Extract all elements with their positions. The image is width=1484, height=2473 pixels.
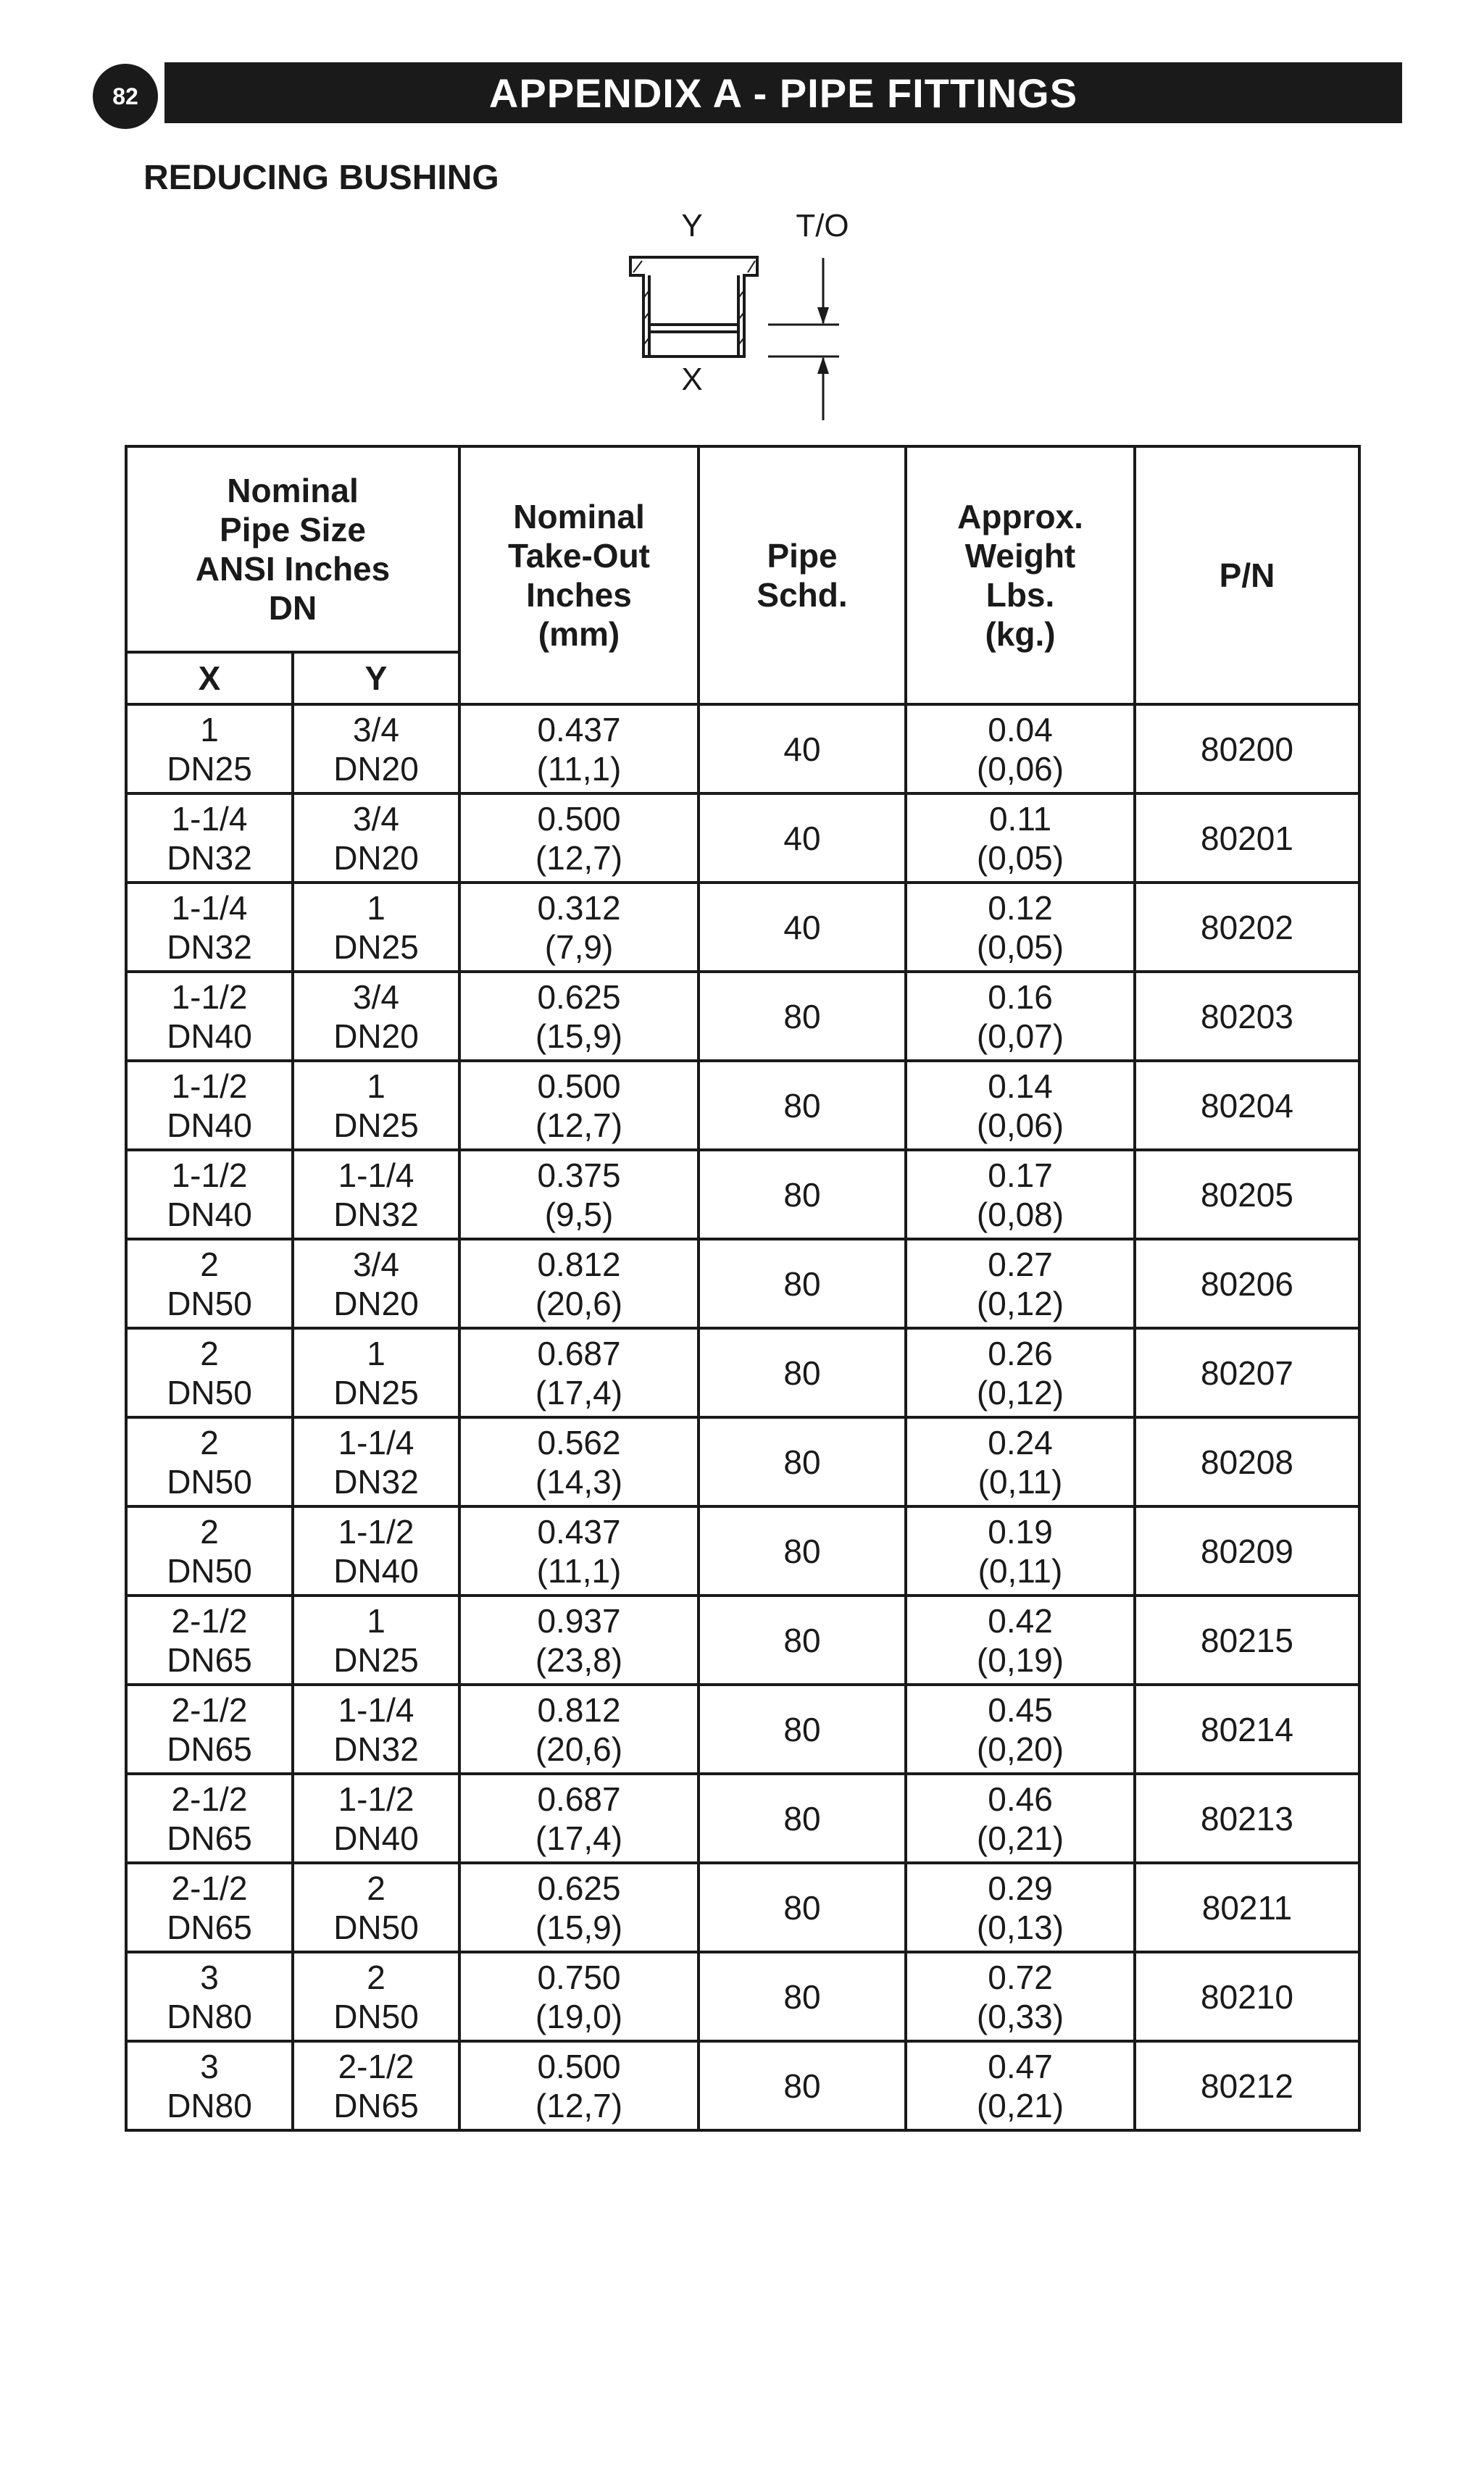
cell-weight — [906, 2041, 1135, 2130]
cell-y-line: DN32 — [333, 1462, 419, 1501]
table-row — [126, 1685, 1359, 1774]
section-title: REDUCING BUSHING — [143, 159, 499, 197]
table-row — [126, 1061, 1359, 1150]
table-row — [126, 1863, 1359, 1952]
cell-takeout — [459, 883, 699, 972]
cell-takeout — [459, 1774, 699, 1863]
reducing-bushing-table — [125, 445, 1361, 2132]
cell-y-line: DN32 — [333, 1195, 419, 1233]
cell-takeout — [459, 1596, 699, 1685]
cell-weight — [906, 972, 1135, 1061]
cell-takeout — [459, 2041, 699, 2130]
cell-x-line: DN65 — [167, 1730, 252, 1768]
cell-weight — [906, 1328, 1135, 1417]
cell-x-line: 3 — [200, 2047, 219, 2085]
cell-takeout — [459, 704, 699, 793]
cell-y-line: 3/4 — [353, 977, 399, 1016]
cell-x — [126, 972, 293, 1061]
cell-x-line: 2-1/2 — [171, 1601, 248, 1640]
cell-x-line: DN25 — [167, 749, 252, 788]
cell-x-line: 2 — [200, 1512, 219, 1551]
cell-takeout — [459, 1952, 699, 2041]
cell-x-line: DN50 — [167, 1373, 252, 1411]
cell-takeout-line: 0.500 — [537, 2047, 621, 2085]
table-row — [126, 793, 1359, 883]
table-row — [126, 704, 1359, 793]
cell-y — [293, 883, 459, 972]
cell-takeout — [459, 793, 699, 883]
cell-y-line: DN50 — [333, 1997, 419, 2035]
cell-weight — [906, 883, 1135, 972]
cell-x-line: 2 — [200, 1245, 219, 1283]
cell-schedule: 80 — [699, 1952, 906, 2041]
cell-weight — [906, 1417, 1135, 1506]
cell-weight-line: 0.29 — [988, 1869, 1053, 1907]
cell-part-number: 80213 — [1135, 1774, 1359, 1863]
page-number: 82 — [93, 64, 158, 129]
cell-x-line: DN65 — [167, 1640, 252, 1679]
cell-takeout-line: 0.687 — [537, 1334, 621, 1372]
cell-takeout — [459, 1150, 699, 1239]
cell-y-line: DN25 — [333, 1640, 419, 1679]
cell-x-line: 1-1/2 — [171, 977, 248, 1016]
cell-schedule: 80 — [699, 972, 906, 1061]
cell-x — [126, 883, 293, 972]
cell-x — [126, 1150, 293, 1239]
cell-schedule: 80 — [699, 2041, 906, 2130]
cell-y — [293, 1506, 459, 1596]
cell-x-line: 3 — [200, 1958, 219, 1996]
cell-x-line: 1 — [200, 710, 219, 748]
table-row — [126, 1596, 1359, 1685]
cell-takeout-line: (23,8) — [535, 1640, 623, 1679]
cell-weight — [906, 793, 1135, 883]
cell-y-line: DN20 — [333, 838, 419, 877]
cell-part-number: 80214 — [1135, 1685, 1359, 1774]
cell-part-number: 80204 — [1135, 1061, 1359, 1150]
cell-x — [126, 1685, 293, 1774]
cell-weight-line: 0.26 — [988, 1334, 1053, 1372]
cell-weight — [906, 1506, 1135, 1596]
cell-weight-line: (0,05) — [976, 838, 1064, 877]
cell-y — [293, 972, 459, 1061]
cell-weight-line: (0,19) — [976, 1640, 1064, 1679]
table-row — [126, 1952, 1359, 2041]
cell-weight-line: (0,05) — [976, 927, 1064, 966]
cell-takeout — [459, 1328, 699, 1417]
cell-takeout-line: (7,9) — [544, 927, 614, 966]
table-row — [126, 1328, 1359, 1417]
cell-takeout — [459, 1417, 699, 1506]
cell-takeout — [459, 1239, 699, 1328]
cell-schedule: 80 — [699, 1239, 906, 1328]
cell-takeout-line: 0.750 — [537, 1958, 621, 1996]
cell-x-line: 2-1/2 — [171, 1869, 248, 1907]
cell-part-number: 80209 — [1135, 1506, 1359, 1596]
cell-x — [126, 1596, 293, 1685]
cell-weight-line: 0.46 — [988, 1780, 1053, 1818]
cell-x — [126, 1061, 293, 1150]
diagram-label-x: X — [681, 362, 703, 397]
cell-x — [126, 1328, 293, 1417]
cell-y — [293, 1774, 459, 1863]
cell-takeout-line: (15,9) — [535, 1017, 623, 1055]
cell-takeout-line: 0.500 — [537, 1067, 621, 1105]
cell-part-number: 80201 — [1135, 793, 1359, 883]
table-row — [126, 2041, 1359, 2130]
cell-y — [293, 1417, 459, 1506]
cell-y-line: 3/4 — [353, 799, 399, 838]
header-part-number: P/N — [1135, 446, 1359, 704]
cell-x-line: 1-1/2 — [171, 1067, 248, 1105]
header-row — [126, 446, 1359, 652]
cell-x-line: 1-1/2 — [171, 1156, 248, 1194]
cell-x — [126, 1952, 293, 2041]
table-row — [126, 1150, 1359, 1239]
cell-y-line: 1 — [367, 1334, 385, 1372]
header-weight: Approx. Weight Lbs. (kg.) — [906, 446, 1135, 704]
table-row — [126, 1417, 1359, 1506]
cell-weight — [906, 1685, 1135, 1774]
cell-takeout-line: 0.312 — [537, 888, 621, 927]
cell-weight-line: 0.11 — [988, 799, 1052, 838]
cell-takeout-line: 0.687 — [537, 1780, 621, 1818]
header-y: Y — [293, 652, 459, 704]
cell-y — [293, 1239, 459, 1328]
cell-y — [293, 1150, 459, 1239]
cell-schedule: 80 — [699, 1506, 906, 1596]
cell-y-line: DN20 — [333, 1284, 419, 1322]
cell-schedule: 80 — [699, 1774, 906, 1863]
cell-takeout-line: 0.625 — [537, 1869, 621, 1907]
cell-schedule: 80 — [699, 1685, 906, 1774]
cell-x-line: DN40 — [167, 1195, 252, 1233]
cell-x-line: DN50 — [167, 1284, 252, 1322]
cell-weight-line: (0,13) — [976, 1908, 1064, 1946]
cell-x-line: DN50 — [167, 1551, 252, 1590]
cell-x — [126, 1506, 293, 1596]
cell-takeout-line: (14,3) — [535, 1462, 623, 1501]
cell-weight-line: 0.14 — [988, 1067, 1053, 1105]
cell-takeout-line: (20,6) — [535, 1284, 623, 1322]
cell-weight-line: 0.19 — [988, 1512, 1053, 1551]
cell-part-number: 80212 — [1135, 2041, 1359, 2130]
cell-x — [126, 1774, 293, 1863]
cell-y — [293, 1596, 459, 1685]
cell-x — [126, 1417, 293, 1506]
cell-schedule: 80 — [699, 1863, 906, 1952]
cell-y — [293, 793, 459, 883]
cell-schedule: 80 — [699, 1061, 906, 1150]
cell-y — [293, 1952, 459, 2041]
cell-part-number: 80215 — [1135, 1596, 1359, 1685]
cell-weight-line: (0,21) — [976, 2086, 1064, 2124]
cell-weight — [906, 1952, 1135, 2041]
header-pipe-schedule: Pipe Schd. — [699, 446, 906, 704]
cell-takeout — [459, 972, 699, 1061]
cell-y-line: 2-1/2 — [338, 2047, 414, 2085]
header-take-out: Nominal Take-Out Inches (mm) — [459, 446, 699, 704]
cell-y-line: DN25 — [333, 927, 419, 966]
cell-takeout-line: 0.437 — [537, 710, 621, 748]
cell-weight-line: 0.72 — [988, 1958, 1053, 1996]
header-x: X — [126, 652, 293, 704]
cell-schedule: 40 — [699, 704, 906, 793]
cell-y-line: DN25 — [333, 1106, 419, 1144]
cell-y-line: 1-1/2 — [338, 1512, 414, 1551]
cell-y-line: 1-1/4 — [338, 1423, 414, 1461]
cell-weight — [906, 704, 1135, 793]
cell-takeout-line: (19,0) — [535, 1997, 623, 2035]
cell-takeout-line: 0.562 — [537, 1423, 621, 1461]
cell-weight-line: 0.47 — [988, 2047, 1053, 2085]
cell-takeout-line: 0.812 — [537, 1245, 621, 1283]
cell-takeout-line: (15,9) — [535, 1908, 623, 1946]
cell-x — [126, 793, 293, 883]
cell-weight-line: (0,12) — [976, 1373, 1064, 1411]
cell-takeout — [459, 1061, 699, 1150]
takeout-dimension — [768, 258, 839, 420]
cell-weight — [906, 1863, 1135, 1952]
cell-takeout-line: 0.812 — [537, 1690, 621, 1729]
cell-schedule: 80 — [699, 1596, 906, 1685]
cell-y-line: DN25 — [333, 1373, 419, 1411]
cell-part-number: 80207 — [1135, 1328, 1359, 1417]
cell-weight-line: (0,33) — [976, 1997, 1064, 2035]
cell-x — [126, 704, 293, 793]
cell-part-number: 80202 — [1135, 883, 1359, 972]
cell-y-line: DN50 — [333, 1908, 419, 1946]
cell-takeout-line: (12,7) — [535, 1106, 623, 1144]
cell-weight-line: (0,07) — [976, 1017, 1064, 1055]
table-row — [126, 972, 1359, 1061]
cell-takeout-line: 0.625 — [537, 977, 621, 1016]
cell-takeout-line: 0.375 — [537, 1156, 621, 1194]
cell-y — [293, 2041, 459, 2130]
cell-y — [293, 1685, 459, 1774]
header-nominal-pipe-size: Nominal Pipe Size ANSI Inches DN — [126, 446, 459, 652]
cell-y-line: 1 — [367, 1601, 385, 1640]
cell-weight-line: (0,21) — [976, 1819, 1064, 1857]
cell-part-number: 80211 — [1135, 1863, 1359, 1952]
cell-x-line: DN40 — [167, 1017, 252, 1055]
table-row — [126, 1506, 1359, 1596]
cell-part-number: 80206 — [1135, 1239, 1359, 1328]
cell-x-line: DN32 — [167, 927, 252, 966]
cell-takeout-line: (12,7) — [535, 838, 623, 877]
cell-weight-line: (0,06) — [976, 749, 1064, 788]
cell-y-line: 2 — [367, 1958, 385, 1996]
cell-y-line: DN40 — [333, 1551, 419, 1590]
cell-y — [293, 704, 459, 793]
cell-x-line: 2 — [200, 1423, 219, 1461]
table-row — [126, 1774, 1359, 1863]
cell-x-line: DN40 — [167, 1106, 252, 1144]
cell-schedule: 40 — [699, 793, 906, 883]
reducing-bushing-diagram — [609, 203, 855, 428]
cell-takeout-line: (17,4) — [535, 1373, 623, 1411]
table-row — [126, 1239, 1359, 1328]
cell-y-line: 1 — [367, 1067, 385, 1105]
cell-part-number: 80208 — [1135, 1417, 1359, 1506]
cell-weight-line: (0,08) — [976, 1195, 1064, 1233]
cell-x-line: DN65 — [167, 1819, 252, 1857]
cell-y-line: DN20 — [333, 749, 419, 788]
cell-weight-line: (0,06) — [976, 1106, 1064, 1144]
cell-weight — [906, 1774, 1135, 1863]
cell-x-line: 2 — [200, 1334, 219, 1372]
cell-y-line: DN32 — [333, 1730, 419, 1768]
cell-part-number: 80203 — [1135, 972, 1359, 1061]
diagram-label-y: Y — [681, 208, 703, 243]
cell-takeout — [459, 1863, 699, 1952]
cell-weight-line: 0.12 — [988, 888, 1053, 927]
cell-y-line: DN40 — [333, 1819, 419, 1857]
bushing-outline — [630, 257, 757, 356]
cell-weight-line: 0.17 — [988, 1156, 1053, 1194]
cell-part-number: 80205 — [1135, 1150, 1359, 1239]
cell-x — [126, 2041, 293, 2130]
cell-weight-line: 0.16 — [988, 977, 1053, 1016]
table-body — [126, 704, 1359, 2130]
appendix-header: APPENDIX A - PIPE FITTINGS — [164, 62, 1402, 123]
cell-takeout-line: 0.937 — [537, 1601, 621, 1640]
table-row — [126, 883, 1359, 972]
cell-takeout-line: (11,1) — [536, 1551, 622, 1590]
cell-x-line: DN80 — [167, 1997, 252, 2035]
cell-y-line: 2 — [367, 1869, 385, 1907]
cell-takeout-line: (11,1) — [536, 749, 622, 788]
cell-x-line: DN65 — [167, 1908, 252, 1946]
cell-weight-line: (0,12) — [976, 1284, 1064, 1322]
cell-takeout-line: 0.437 — [537, 1512, 621, 1551]
cell-y-line: 1 — [367, 888, 385, 927]
diagram-label-to: T/O — [796, 208, 849, 243]
cell-weight — [906, 1061, 1135, 1150]
cell-x-line: DN80 — [167, 2086, 252, 2124]
cell-x — [126, 1239, 293, 1328]
cell-takeout-line: (17,4) — [535, 1819, 623, 1857]
cell-y-line: 3/4 — [353, 1245, 399, 1283]
cell-y-line: DN65 — [333, 2086, 419, 2124]
cell-y-line: DN20 — [333, 1017, 419, 1055]
cell-y — [293, 1061, 459, 1150]
cell-y-line: 3/4 — [353, 710, 399, 748]
cell-weight — [906, 1150, 1135, 1239]
cell-weight-line: (0,20) — [976, 1730, 1064, 1768]
cell-weight — [906, 1239, 1135, 1328]
cell-weight-line: 0.24 — [988, 1423, 1053, 1461]
cell-weight-line: 0.45 — [988, 1690, 1053, 1729]
cell-x-line: 1-1/4 — [171, 799, 248, 838]
cell-weight-line: 0.27 — [988, 1245, 1053, 1283]
cell-part-number: 80210 — [1135, 1952, 1359, 2041]
cell-x-line: DN32 — [167, 838, 252, 877]
cell-y-line: 1-1/4 — [338, 1156, 414, 1194]
cell-x-line: 1-1/4 — [171, 888, 248, 927]
cell-part-number: 80200 — [1135, 704, 1359, 793]
cell-takeout — [459, 1506, 699, 1596]
cell-schedule: 80 — [699, 1150, 906, 1239]
cell-weight-line: 0.42 — [988, 1601, 1053, 1640]
cell-x — [126, 1863, 293, 1952]
cell-y — [293, 1328, 459, 1417]
cell-weight-line: (0,11) — [977, 1462, 1063, 1501]
cell-x-line: 2-1/2 — [171, 1780, 248, 1818]
cell-y — [293, 1863, 459, 1952]
cell-takeout-line: (20,6) — [535, 1730, 623, 1768]
cell-takeout-line: 0.500 — [537, 799, 621, 838]
cell-schedule: 40 — [699, 883, 906, 972]
cell-schedule: 80 — [699, 1328, 906, 1417]
cell-takeout-line: (9,5) — [544, 1195, 614, 1233]
cell-x-line: DN50 — [167, 1462, 252, 1501]
cell-weight — [906, 1596, 1135, 1685]
cell-weight-line: (0,11) — [977, 1551, 1063, 1590]
cell-schedule: 80 — [699, 1417, 906, 1506]
cell-takeout — [459, 1685, 699, 1774]
cell-x-line: 2-1/2 — [171, 1690, 248, 1729]
cell-takeout-line: (12,7) — [535, 2086, 623, 2124]
cell-y-line: 1-1/2 — [338, 1780, 414, 1818]
cell-weight-line: 0.04 — [988, 710, 1053, 748]
cell-y-line: 1-1/4 — [338, 1690, 414, 1729]
